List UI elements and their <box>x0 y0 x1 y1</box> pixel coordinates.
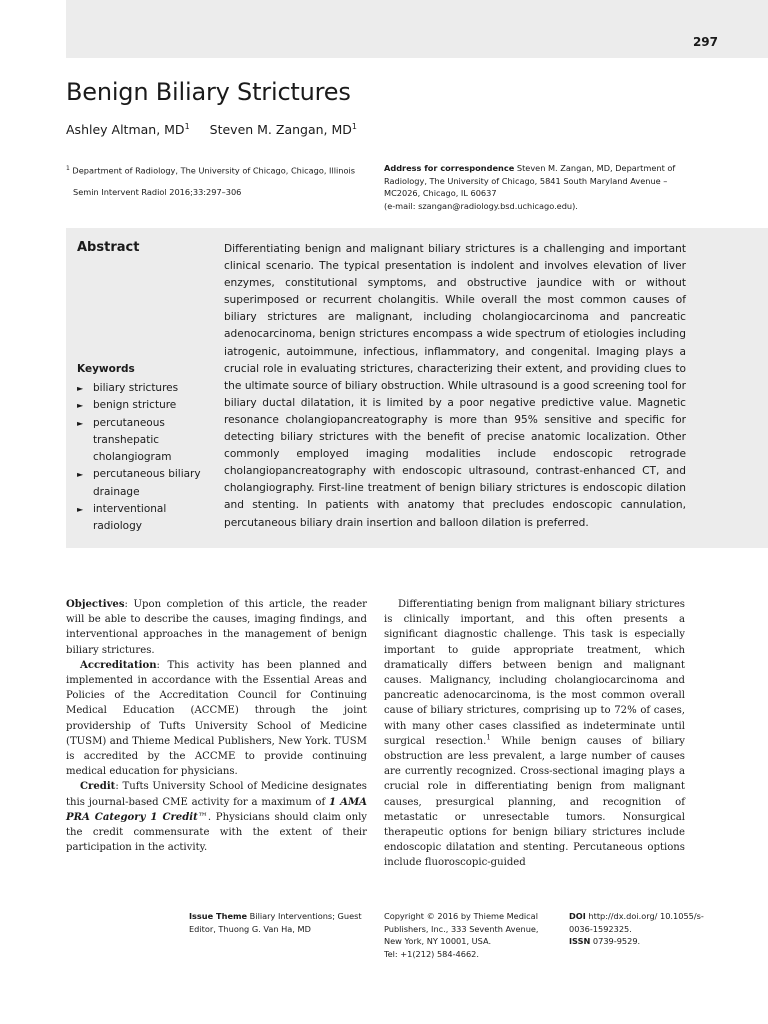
reference-mark: 1 <box>486 733 491 742</box>
correspondence-email: (e-mail: szangan@radiology.bsd.uchicago.edu). <box>384 200 578 211</box>
keywords-heading: Keywords <box>77 363 135 375</box>
keyword-item: ► biliary strictures <box>77 380 212 397</box>
affiliation: $^1$ Department of Radiology, The University of Chicago, Chicago, Illinois <box>66 165 356 176</box>
body-column-right <box>384 597 685 871</box>
article-title: Benign Biliary Strictures <box>66 78 351 106</box>
body-column-left <box>66 597 367 855</box>
credit-paragraph: Credit: Tufts University School of Medicine designates this journal-based CME activity for a maximum of 1 AMA PRA Category 1 Credit™. Physicians should claim only the credit commensurate with the extent of their participation in the activity. <box>66 781 367 854</box>
copyright: Copyright © 2016 by Thieme Medical Publishers, Inc., 333 Seventh Avenue, New York, NY 10001, USA. Tel: +1(212) 584-4662. <box>384 911 539 959</box>
accreditation-paragraph: Accreditation: This activity has been planned and implemented in accordance with the Essential Areas and Policies of the Accreditation Council for Continuing Medical Education (ACCME) through the joint providership of Tufts University School of Medicine (TUSM) and Thieme Medical Publishers, New York. TUSM is accredited by the ACCME to provide continuing medical education for physicians. <box>66 659 367 778</box>
objectives-paragraph: Objectives: Upon completion of this article, the reader will be able to describe the causes, imaging findings, and interventional approaches in the management of benign biliary strictures. <box>66 599 367 656</box>
author-affiliation-mark: 1 <box>184 122 190 131</box>
abstract-text: Differentiating benign and malignant biliary strictures is a challenging and important clinical scenario. The typical presentation is indolent and involves elevation of liver enzymes, constitutional symptoms, and obstructive jaundice with or without superimposed or recurrent cholangitis. While overall the most common causes of biliary strictures are malignant, including cholangiocarcinoma and pancreatic adenocarcinoma, benign strictures encompass a wide spectrum of etiologies including iatrogenic, autoimmune, infectious, inflammatory, and congenital. Imaging plays a crucial role in evaluating strictures, characterizing their extent, and providing clues to the ultimate source of biliary obstruction. While ultrasound is a good screening tool for biliary ductal dilatation, it is limited by a poor negative predictive value. Magnetic resonance cholangiopancreatography is more than 95% sensitive and specific for detecting biliary strictures with the benefit of precise anatomic localization. Other commonly employed imaging modalities include endoscopic retrograde cholangiopancreatography with endoscopic ultrasound, contrast-enhanced CT, and cholangiography. First-line treatment of benign biliary strictures is endoscopic dilation and stenting. In patients with anatomy that precludes endoscopic cannulation, percutaneous biliary drain insertion and balloon dilation is preferred. <box>224 243 686 529</box>
abstract-heading: Abstract <box>77 240 140 255</box>
correspondence <box>384 162 704 212</box>
keyword-item: ► benign stricture <box>77 397 212 414</box>
author-affiliation-mark: 1 <box>351 122 357 131</box>
doi-issn: DOI http://dx.doi.org/ 10.1055/s-0036-1592325. ISSN 0739-9529. <box>569 911 704 946</box>
keywords-list <box>77 380 212 536</box>
keyword-item: ► percutaneous transhepatic cholangiogram <box>77 415 212 467</box>
author-name: Steven M. Zangan, MD <box>209 122 352 138</box>
header-band <box>66 0 768 58</box>
citation: Semin Intervent Radiol 2016;33:297–306 <box>73 187 242 197</box>
correspondence-address: Steven M. Zangan, MD, Department of Radiology, The University of Chicago, 5841 South Maryland Avenue – MC2026, Chicago, IL 60637 <box>384 163 676 198</box>
author-list <box>66 122 357 137</box>
keyword-item: ► interventional radiology <box>77 501 212 536</box>
author-name: Ashley Altman, MD <box>66 122 185 138</box>
correspondence-label: Address for correspondence <box>384 163 515 173</box>
keyword-item: ► percutaneous biliary drainage <box>77 466 212 501</box>
intro-paragraph: Differentiating benign from malignant biliary strictures is clinically important, and this often presents a significant diagnostic challenge. This task is especially important to guide appropriate treatment, which dramatically differs between benign and malignant causes. Malignancy, including cholangiocarcinoma and pancreatic adenocarcinoma, is the most common overall cause of biliary strictures, comprising up to 72% of cases, with many other cases classified as indeterminate until surgical resection.$^1$ While benign causes of biliary obstruction are less prevalent, a large number of causes are currently recognized. Cross-sectional imaging plays a crucial role in differentiating benign from malignant causes, presurgical planning, and recognition of metastatic or unresectable tumors. Nonsurgical therapeutic options for benign biliary strictures include endoscopic dilatation and stenting. Percutaneous options include fluoroscopic-guided <box>384 599 685 869</box>
page-number: 297 <box>692 35 718 49</box>
issue-theme: Issue Theme Biliary Interventions; Guest Editor, Thuong G. Van Ha, MD <box>189 911 362 934</box>
